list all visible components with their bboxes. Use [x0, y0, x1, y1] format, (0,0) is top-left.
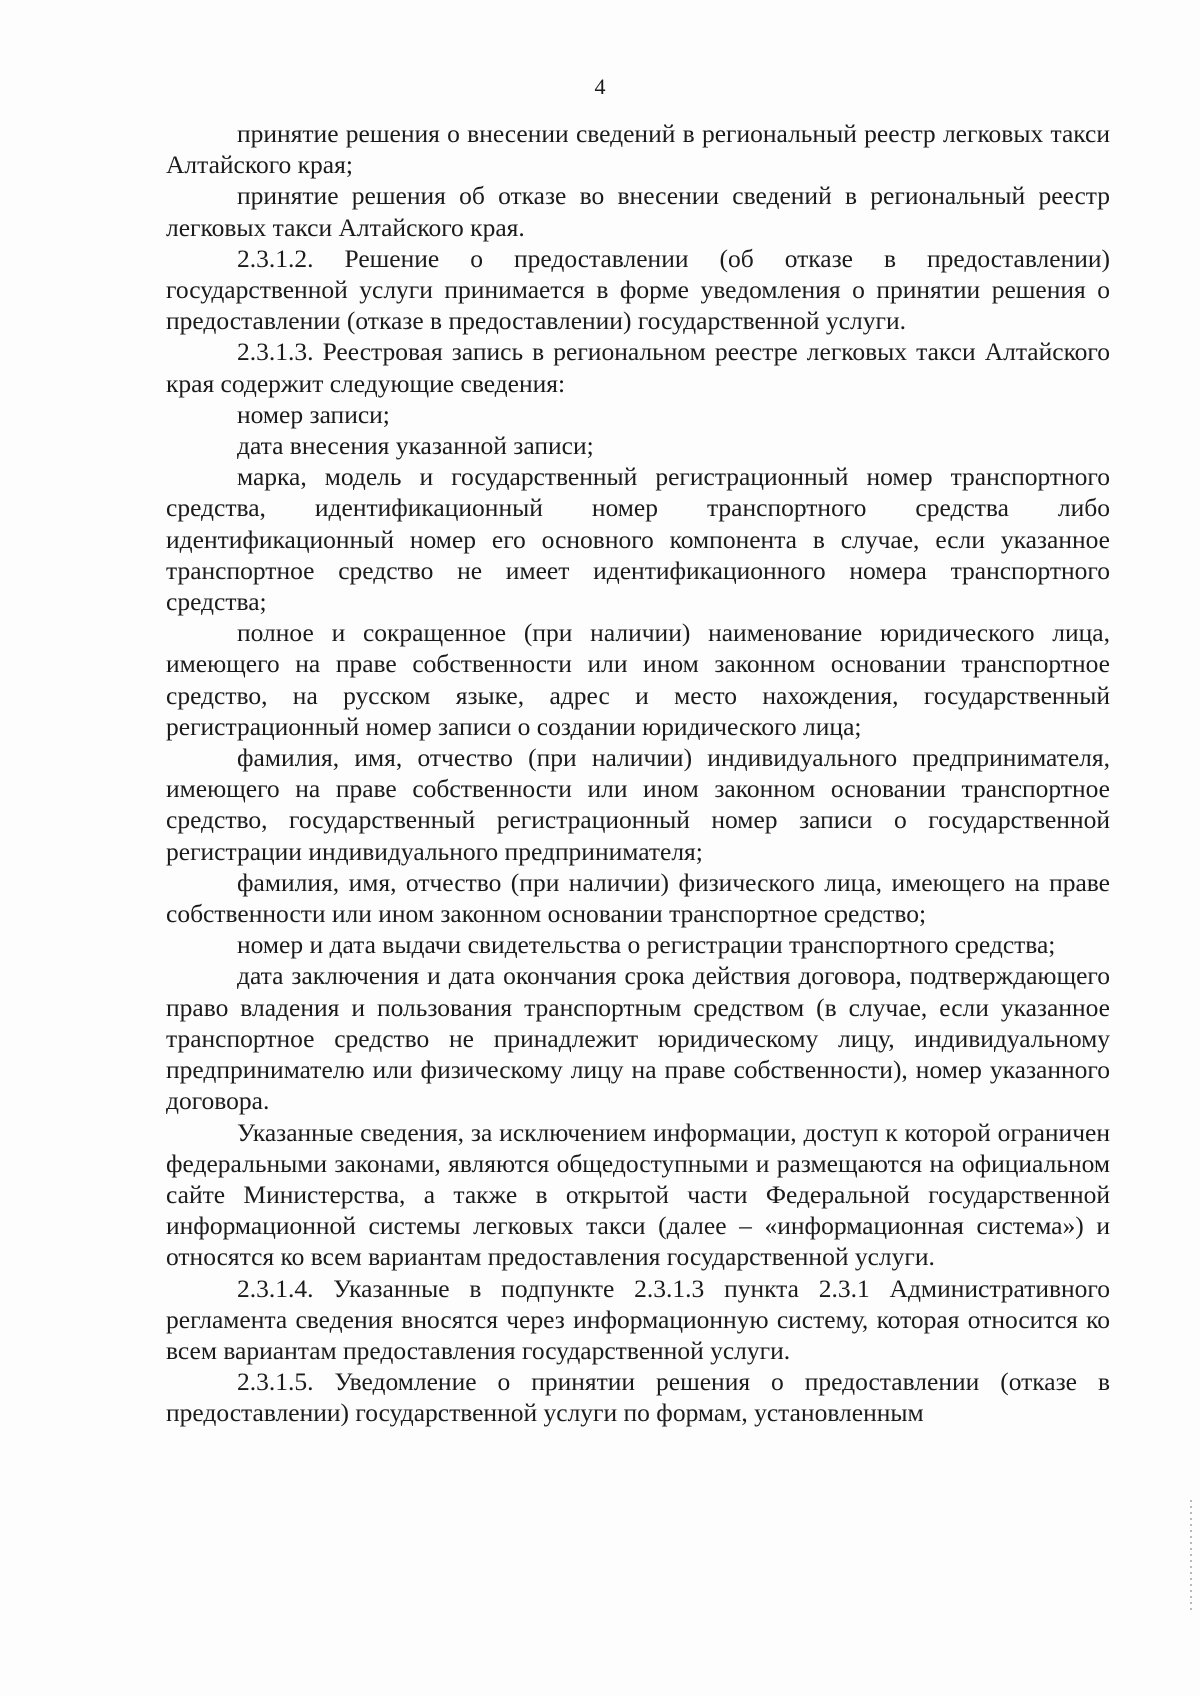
- list-item-legal-entity: полное и сокращенное (при наличии) наименование юридического лица, имеющего на праве собственности или ином законном основании транспортное средство, на русском языке, адрес и место нахождения, государственный регистрационный номер записи о создании юридического лица;: [166, 618, 1110, 741]
- document-body: [166, 118, 1110, 1429]
- paragraph-decision-refuse: принятие решения об отказе во внесении сведений в региональный реестр легковых такси Алтайского края.: [166, 181, 1110, 242]
- paragraph-2-3-1-4: 2.3.1.4. Указанные в подпункте 2.3.1.3 пункта 2.3.1 Административного регламента сведения вносятся через информационную систему, которая относится ко всем вариантам предоставления государственной услуги.: [166, 1273, 1110, 1365]
- paragraph-2-3-1-5: 2.3.1.5. Уведомление о принятии решения о предоставлении (отказе в предоставлении) государственной услуги по формам, установленным: [166, 1367, 1110, 1428]
- list-item-individual: фамилия, имя, отчество (при наличии) физического лица, имеющего на праве собственности или ином законном основании транспортное средство;: [166, 867, 1110, 929]
- paragraph-2-3-1-2: 2.3.1.2. Решение о предоставлении (об отказе в предоставлении) государственной услуги принимается в форме уведомления о принятии решения о предоставлении (отказе в предоставлении) государственной услуги.: [166, 243, 1110, 336]
- list-item-record-date: дата внесения указанной записи;: [237, 431, 594, 461]
- scan-margin-mark: [1190, 1500, 1192, 1610]
- list-item-registration-certificate: номер и дата выдачи свидетельства о регистрации транспортного средства;: [237, 930, 1056, 960]
- list-item-record-number: номер записи;: [237, 399, 390, 429]
- list-item-entrepreneur: фамилия, имя, отчество (при наличии) индивидуального предпринимателя, имеющего на праве собственности или ином законном основании транспортное средство, государственный регистрационный номер записи о государственной регистрации индивидуального предпринимателя;: [166, 743, 1110, 866]
- paragraph-decision-include: принятие решения о внесении сведений в региональный реестр легковых такси Алтайского края;: [166, 119, 1110, 180]
- paragraph-2-3-1-3: 2.3.1.3. Реестровая запись в региональном реестре легковых такси Алтайского края содержит следующие сведения:: [166, 337, 1110, 398]
- list-item-contract: дата заключения и дата окончания срока действия договора, подтверждающего право владения и пользования транспортным средством (в случае, если указанное транспортное средство не принадлежит юридическому лицу, индивидуальному предпринимателю или физическому лицу на праве собственности), номер указанного договора.: [166, 961, 1110, 1116]
- paragraph-public-info: Указанные сведения, за исключением информации, доступ к которой ограничен федеральными законами, являются общедоступными и размещаются на официальном сайте Министерства, а также в открытой части Федеральной государственной информационной системы легковых такси (далее – «информационная система») и относятся ко всем вариантам предоставления государственной услуги.: [166, 1117, 1110, 1272]
- page-number: 4: [594, 74, 606, 99]
- list-item-vehicle-data: марка, модель и государственный регистрационный номер транспортного средства, идентификационный номер транспортного средства либо идентификационный номер его основного компонента в случае, если указанное транспортное средство не имеет идентификационного номера транспортного средства;: [166, 462, 1110, 617]
